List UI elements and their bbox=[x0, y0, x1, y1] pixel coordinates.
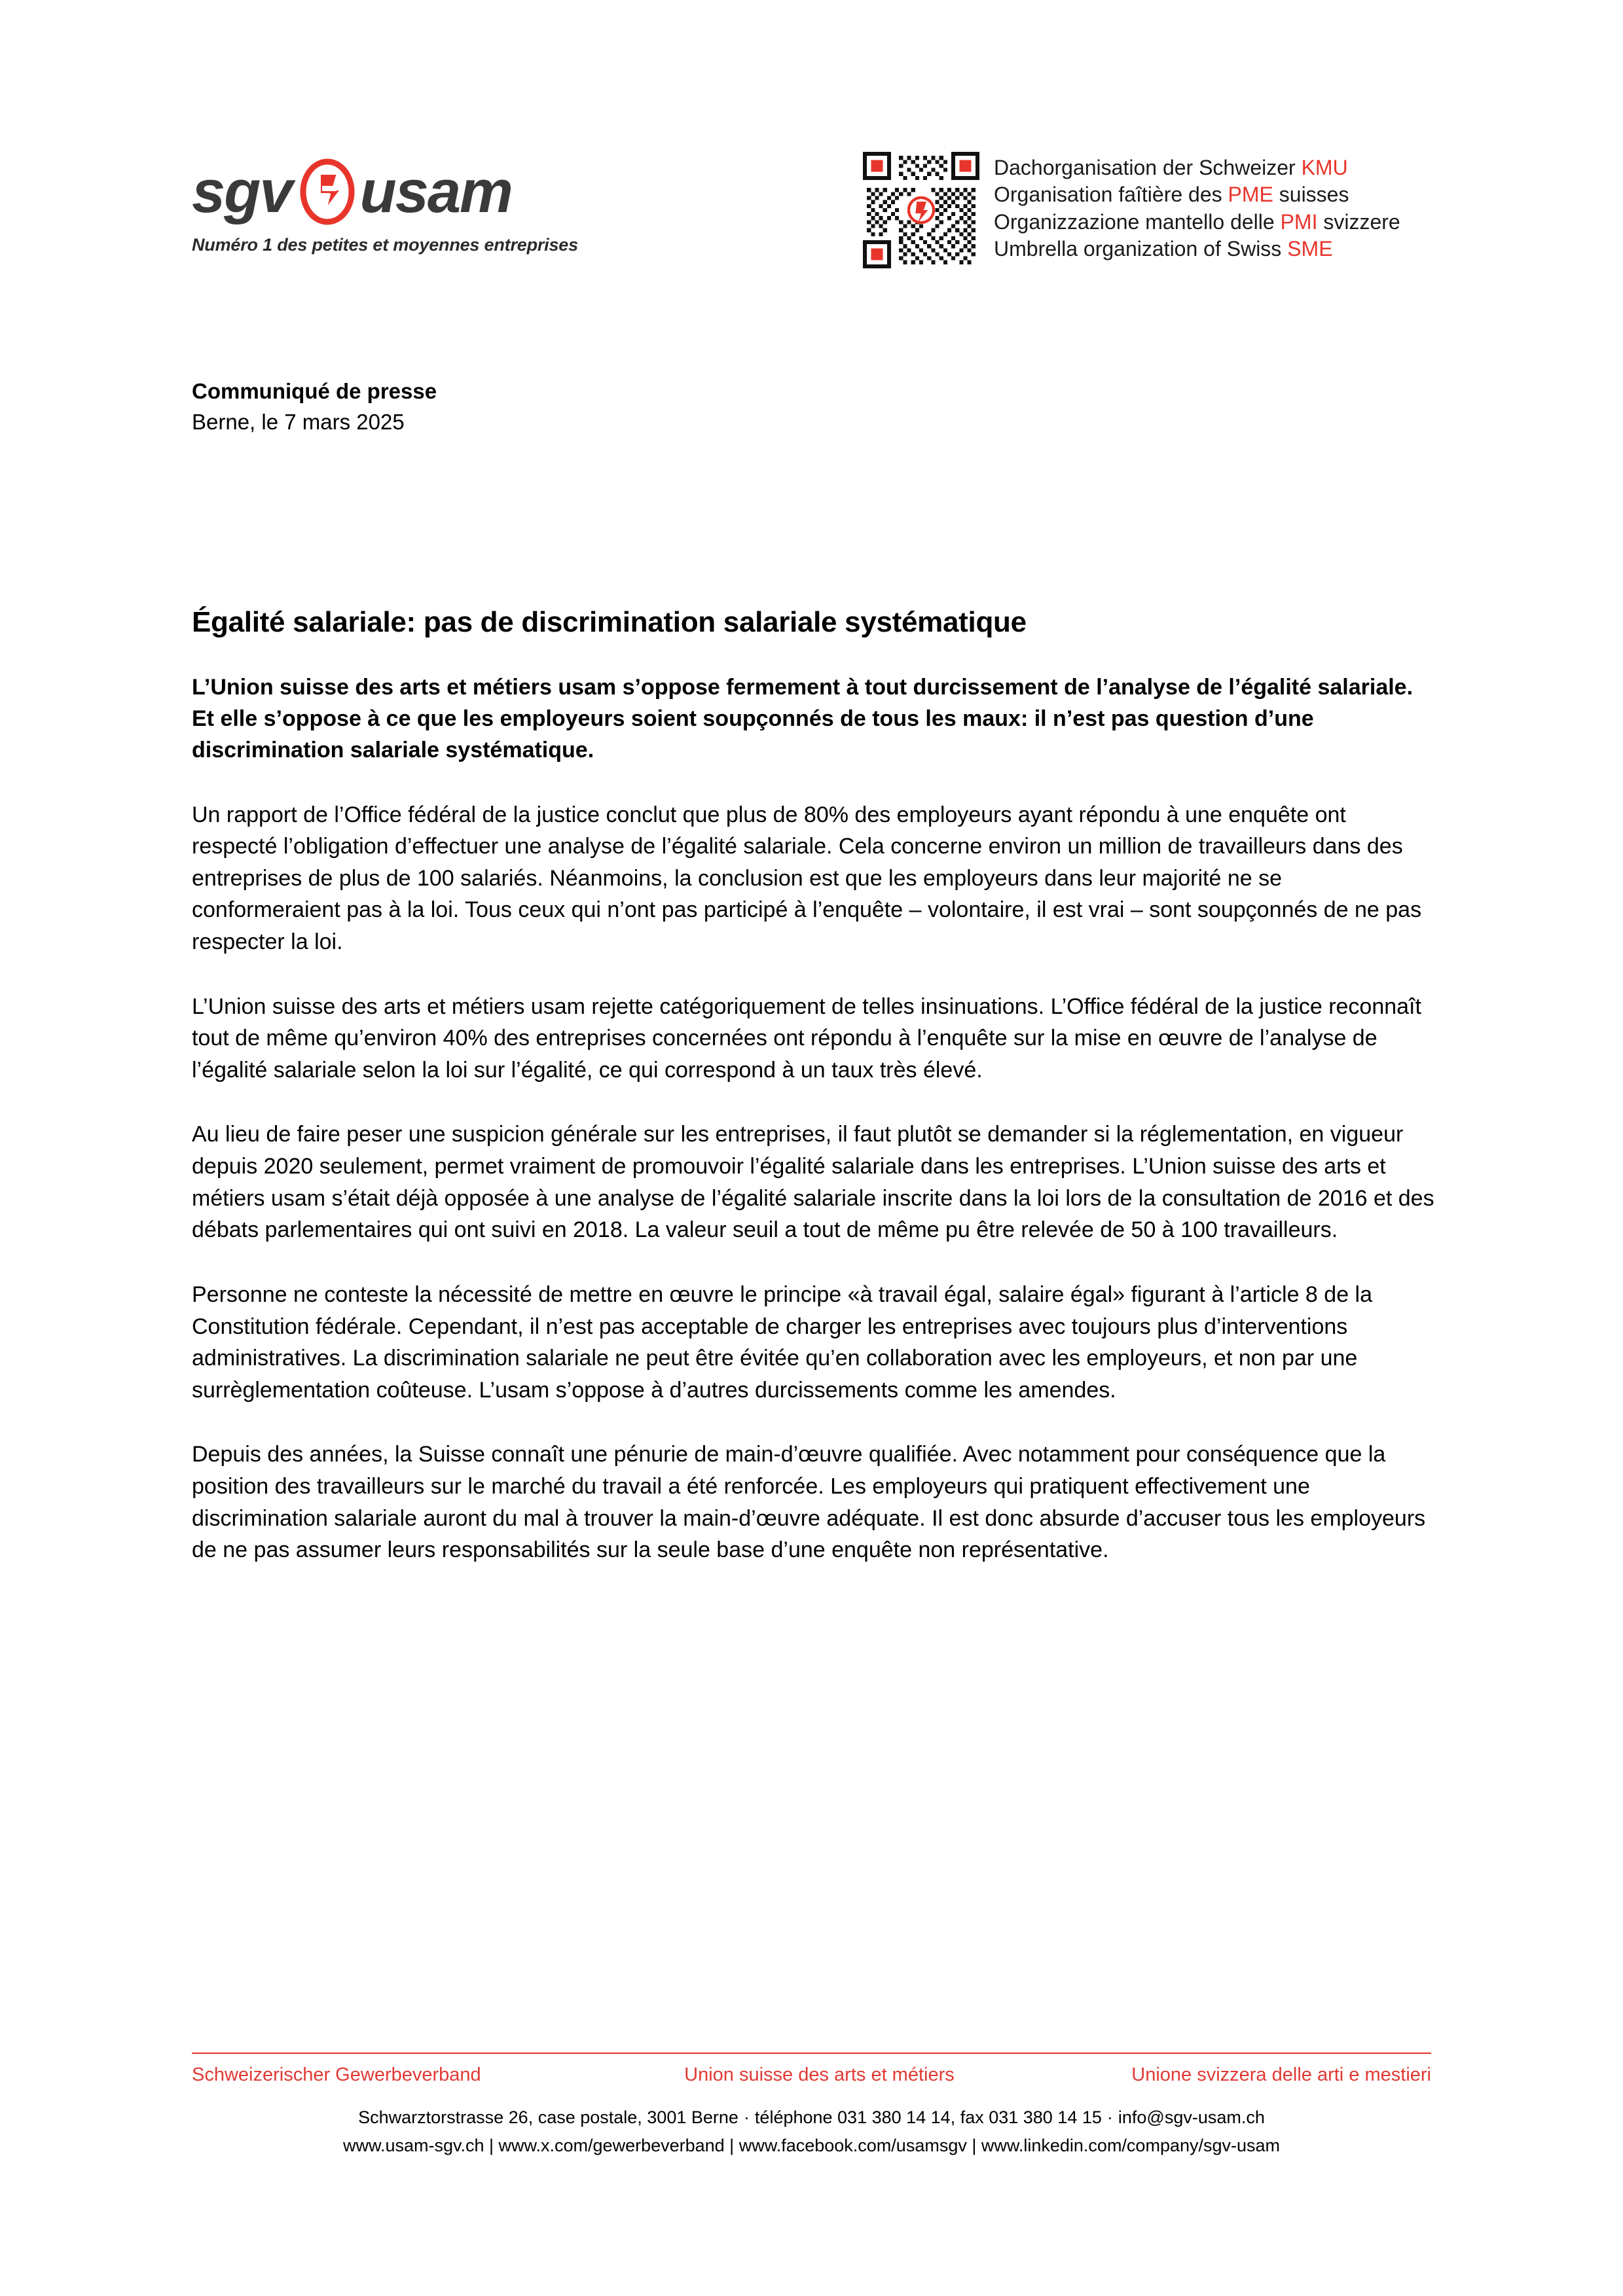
page-title: Égalité salariale: pas de discrimination salariale systématique bbox=[192, 606, 1027, 638]
footer-org-fr: Union suisse des arts et métiers bbox=[684, 2064, 955, 2085]
logo-tagline: Numéro 1 des petites et moyennes entreprises bbox=[192, 235, 578, 255]
org-line-en-highlight: SME bbox=[1287, 236, 1333, 260]
org-line-it bbox=[994, 209, 1400, 236]
main-content bbox=[192, 605, 1436, 1599]
footer-org-it: Unione svizzera delle arti e mestieri bbox=[1131, 2064, 1431, 2085]
org-line-en-before: Umbrella organization of Swiss bbox=[994, 236, 1288, 260]
org-line-de bbox=[994, 154, 1400, 181]
org-line-it-before: Organizzazione mantello delle bbox=[994, 209, 1281, 234]
org-line-fr bbox=[994, 181, 1400, 208]
logo-text-sgv: sgv bbox=[192, 158, 292, 225]
logo-wordmark bbox=[192, 157, 598, 226]
body-paragraph: Un rapport de l’Office fédéral de la justice conclut que plus de 80% des employeurs ayant répondu à une enquête ont respecté l’obligation d’effectuer une analyse de l’égalité salariale. Cela concerne environ un million de travailleurs dans des entreprises de plus de 100 salariés. Néanmoins, la conclusion est que les employeurs dans leur majorité ne se conformeraient pas à la loi. Tous ceux qui n’ont pas participé à l’enquête – volontaire, il est vrai – sont soupçonnés de ne pas respecter la loi. bbox=[192, 802, 1422, 955]
org-line-it-highlight: PMI bbox=[1280, 209, 1318, 234]
footer-organization-names bbox=[192, 2064, 1431, 2086]
logo-text-usam: usam bbox=[359, 158, 512, 225]
swiss-cross-oval-mark-icon bbox=[296, 158, 359, 226]
footer-phone: téléphone 031 380 14 14, fax 031 380 14 15 bbox=[754, 2108, 1102, 2127]
footer-org-de: Schweizerischer Gewerbeverband bbox=[192, 2064, 481, 2085]
organization-names bbox=[994, 152, 1400, 262]
footer-divider bbox=[192, 2053, 1431, 2054]
footer-separator-dot: · bbox=[1106, 2108, 1113, 2127]
org-line-it-after: svizzere bbox=[1317, 209, 1400, 234]
page-footer bbox=[0, 2041, 1623, 2296]
org-line-fr-highlight: PME bbox=[1228, 183, 1273, 207]
footer-email-link[interactable]: info@sgv-usam.ch bbox=[1118, 2108, 1265, 2127]
body-paragraph: Personne ne conteste la nécessité de mettre en œuvre le principe «à travail égal, salaire égal» figurant à l’article 8 de la Constitution fédérale. Cependant, il n’est pas acceptable de charger les entreprises avec toujours plus d’interventions administratives. La discrimination salariale ne peut être évitée qu’en collaboration avec les employeurs, et non par une surrèglementation coûteuse. L’usam s’oppose à d’autres durcissements comme les amendes. bbox=[192, 1282, 1373, 1403]
page-header bbox=[0, 0, 1623, 308]
lead-paragraph: L’Union suisse des arts et métiers usam s’oppose fermement à tout durcissement de l’analyse de l’égalité salariale. Et elle s’oppose à ce que les employeurs soient soupçonnés de tous les maux: il n’est pas question d’une discrimination salariale systématique. bbox=[192, 674, 1413, 763]
org-line-en bbox=[994, 236, 1400, 262]
document-type-label: Communiqué de presse bbox=[192, 379, 437, 403]
qr-code-icon bbox=[863, 152, 979, 268]
organization-header bbox=[863, 152, 1400, 268]
body-paragraph: Depuis des années, la Suisse connaît une pénurie de main-d’œuvre qualifiée. Avec notamment pour conséquence que la position des travailleurs sur le marché du travail a été renforcée. Les employeurs qui pratiquent effectivement une discrimination salariale auront du mal à trouver la main-d’œuvre adéquate. Il est donc absurde d’accuser tous les employeurs de ne pas assumer leurs responsabilités sur la seule base d’une enquête non représentative. bbox=[192, 1442, 1426, 1563]
footer-address-row bbox=[0, 2104, 1623, 2132]
dateline: Berne, le 7 mars 2025 bbox=[192, 409, 405, 434]
sgv-usam-logo bbox=[192, 157, 598, 255]
org-line-fr-after: suisses bbox=[1273, 183, 1349, 207]
org-line-fr-before: Organisation faîtière des bbox=[994, 183, 1228, 207]
footer-links-row[interactable]: www.usam-sgv.ch | www.x.com/gewerbeverband | www.facebook.com/usamsgv | www.linkedin.com/company/sgv-usam bbox=[342, 2136, 1281, 2156]
footer-address: Schwarztorstrasse 26, case postale, 3001 Berne bbox=[358, 2108, 739, 2127]
footer-separator-dot: · bbox=[743, 2108, 750, 2127]
body-paragraph: Au lieu de faire peser une suspicion générale sur les entreprises, il faut plutôt se demander si la réglementation, en vigueur depuis 2020 seulement, permet vraiment de promouvoir l’égalité salariale dans les entreprises. L’Union suisse des arts et métiers usam s’était déjà opposée à une analyse de l’égalité salariale inscrite dans la loi lors de la consultation de 2016 et des débats parlementaires qui ont suivi en 2018. La valeur seuil a tout de même pu être relevée de 50 à 100 travailleurs. bbox=[192, 1122, 1434, 1243]
org-line-de-highlight: KMU bbox=[1301, 156, 1348, 179]
footer-contact-info bbox=[0, 2104, 1623, 2160]
document-meta bbox=[192, 376, 437, 438]
org-line-de-before: Dachorganisation der Schweizer bbox=[994, 156, 1302, 179]
body-paragraph: L’Union suisse des arts et métiers usam rejette catégoriquement de telles insinuations. L’Office fédéral de la justice reconnaît tout de même qu’environ 40% des entreprises concernées ont répondu à l’enquête sur la mise en œuvre de l’analyse de l’égalité salariale selon la loi sur l’égalité, ce qui correspond à un taux très élevé. bbox=[192, 994, 1421, 1083]
